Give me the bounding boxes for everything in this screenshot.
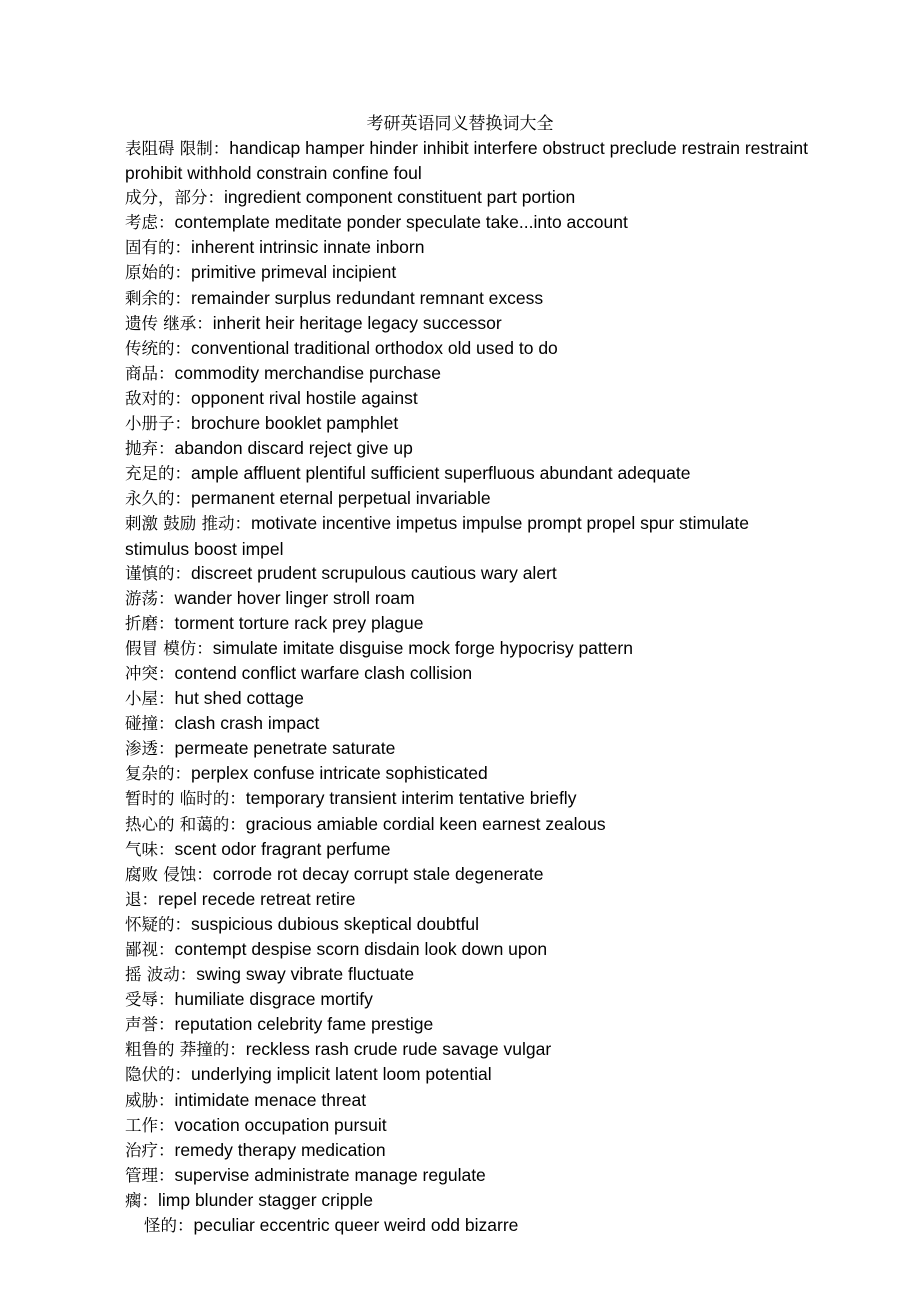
entry-words: reputation celebrity fame prestige bbox=[174, 1014, 434, 1035]
entry-label: 原始的： bbox=[125, 263, 191, 283]
list-item bbox=[125, 736, 815, 761]
entry-words: supervise administrate manage regulate bbox=[174, 1164, 486, 1185]
list-item bbox=[125, 286, 815, 311]
entry-words: corrode rot decay corrupt stale degenerate bbox=[212, 863, 544, 884]
entry-words: discreet prudent scrupulous cautious wary alert bbox=[191, 562, 557, 583]
list-item bbox=[125, 636, 815, 661]
entry-label: 考虑： bbox=[125, 213, 175, 233]
entry-words: wander hover linger stroll roam bbox=[174, 587, 415, 608]
entry-label: 小册子： bbox=[125, 414, 191, 434]
entry-words: contend conflict warfare clash collision bbox=[174, 662, 473, 683]
document-title: 考研英语同义替换词大全 bbox=[366, 114, 554, 134]
entry-label: 小屋： bbox=[125, 689, 175, 709]
entry-words: remainder surplus redundant remnant excess bbox=[191, 287, 544, 308]
entry-words: suspicious dubious skeptical doubtful bbox=[191, 913, 479, 934]
entry-label: 刺激 鼓励 推动： bbox=[125, 514, 251, 534]
list-item bbox=[125, 235, 815, 260]
entry-words: gracious amiable cordial keen earnest zealous bbox=[245, 813, 606, 834]
list-item bbox=[125, 937, 815, 962]
entry-words: reckless rash crude rude savage vulgar bbox=[245, 1039, 552, 1060]
entry-words: primitive primeval incipient bbox=[191, 262, 397, 283]
list-item bbox=[125, 336, 815, 361]
list-item bbox=[125, 812, 815, 837]
list-item bbox=[125, 1188, 815, 1213]
entry-label: 声誉： bbox=[125, 1015, 175, 1035]
synonym-list bbox=[125, 136, 815, 1238]
entry-label: 隐伏的： bbox=[125, 1065, 191, 1085]
list-item bbox=[125, 1088, 815, 1113]
entry-words: intimidate menace threat bbox=[174, 1089, 367, 1110]
entry-label: 威胁： bbox=[125, 1090, 175, 1110]
entry-label: 敌对的： bbox=[125, 388, 191, 408]
list-item bbox=[125, 1012, 815, 1037]
list-item bbox=[125, 987, 815, 1012]
entry-words: scent odor fragrant perfume bbox=[174, 838, 391, 859]
entry-words: permeate penetrate saturate bbox=[174, 738, 396, 759]
entry-label: 气味： bbox=[125, 839, 175, 859]
entry-label: 固有的： bbox=[125, 238, 191, 258]
entry-words: abandon discard reject give up bbox=[174, 438, 413, 459]
entry-words: permanent eternal perpetual invariable bbox=[191, 488, 491, 509]
entry-label: 摇 波动： bbox=[125, 965, 197, 985]
list-item bbox=[125, 1037, 815, 1062]
list-item bbox=[125, 686, 815, 711]
list-item bbox=[125, 661, 815, 686]
entry-label: 折磨： bbox=[125, 613, 175, 633]
entry-label: 退： bbox=[125, 889, 158, 909]
list-item bbox=[125, 561, 815, 586]
list-item bbox=[125, 136, 815, 185]
entry-label: 谨慎的： bbox=[125, 563, 191, 583]
list-item bbox=[125, 586, 815, 611]
entry-label: 受辱： bbox=[125, 990, 175, 1010]
entry-words: vocation occupation pursuit bbox=[174, 1114, 387, 1135]
entry-words: ingredient component constituent part portion bbox=[224, 187, 576, 208]
entry-label: 冲突： bbox=[125, 663, 175, 683]
entry-label: 治疗： bbox=[125, 1140, 175, 1160]
list-item bbox=[125, 962, 815, 987]
list-item bbox=[125, 486, 815, 511]
list-item bbox=[125, 461, 815, 486]
list-item bbox=[125, 711, 815, 736]
entry-words: underlying implicit latent loom potential bbox=[191, 1064, 492, 1085]
entry-words: limp blunder stagger cripple bbox=[158, 1189, 373, 1210]
entry-words: conventional traditional orthodox old used to do bbox=[191, 337, 558, 358]
entry-label: 游荡： bbox=[125, 588, 175, 608]
entry-words: inherit heir heritage legacy successor bbox=[212, 312, 502, 333]
entry-words: contemplate meditate ponder speculate take...into account bbox=[174, 212, 628, 233]
entry-label: 剩余的： bbox=[125, 288, 191, 308]
entry-words: clash crash impact bbox=[174, 713, 320, 734]
list-item bbox=[125, 361, 815, 386]
entry-label: 商品： bbox=[125, 363, 175, 383]
entry-words: perplex confuse intricate sophisticated bbox=[191, 763, 488, 784]
entry-label: 抛弃： bbox=[125, 439, 175, 459]
entry-words: torment torture rack prey plague bbox=[174, 612, 424, 633]
entry-label: 复杂的： bbox=[125, 764, 191, 784]
entry-words: inherent intrinsic innate inborn bbox=[191, 237, 425, 258]
list-item bbox=[125, 386, 815, 411]
entry-label: 瘸： bbox=[125, 1190, 158, 1210]
entry-words: brochure booklet pamphlet bbox=[191, 413, 399, 434]
list-item bbox=[125, 1062, 815, 1087]
entry-words: humiliate disgrace mortify bbox=[174, 989, 373, 1010]
entry-words: ample affluent plentiful sufficient superfluous abundant adequate bbox=[191, 463, 691, 484]
entry-words: temporary transient interim tentative briefly bbox=[245, 788, 577, 809]
list-item bbox=[125, 837, 815, 862]
entry-label: 永久的： bbox=[125, 489, 191, 509]
entry-words: remedy therapy medication bbox=[174, 1139, 386, 1160]
entry-label: 充足的： bbox=[125, 464, 191, 484]
entry-words: opponent rival hostile against bbox=[191, 387, 418, 408]
entry-words: motivate incentive impetus impulse prompt propel spur stimulate stimulus boost impel bbox=[125, 513, 749, 559]
entry-label: 成分，部分： bbox=[125, 188, 224, 208]
list-item bbox=[125, 185, 815, 210]
entry-label: 遗传 继承： bbox=[125, 313, 213, 333]
list-item bbox=[125, 511, 815, 560]
list-item bbox=[125, 786, 815, 811]
entry-label: 粗鲁的 莽撞的： bbox=[125, 1040, 246, 1060]
list-item bbox=[125, 260, 815, 285]
list-item bbox=[125, 1113, 815, 1138]
list-item bbox=[125, 761, 815, 786]
list-item bbox=[125, 1163, 815, 1188]
list-item bbox=[125, 411, 815, 436]
entry-label: 传统的： bbox=[125, 338, 191, 358]
entry-words: commodity merchandise purchase bbox=[174, 362, 442, 383]
list-item bbox=[125, 912, 815, 937]
list-item bbox=[125, 1138, 815, 1163]
entry-label: 渗透： bbox=[125, 739, 175, 759]
entry-label: 管理： bbox=[125, 1165, 175, 1185]
entry-label: 碰撞： bbox=[125, 714, 175, 734]
entry-label: 怪的： bbox=[144, 1216, 194, 1236]
entry-label: 热心的 和蔼的： bbox=[125, 814, 246, 834]
entry-label: 假冒 模仿： bbox=[125, 638, 213, 658]
list-item bbox=[125, 1213, 815, 1238]
entry-words: swing sway vibrate fluctuate bbox=[196, 964, 415, 985]
entry-label: 工作： bbox=[125, 1115, 175, 1135]
list-item bbox=[125, 862, 815, 887]
list-item bbox=[125, 436, 815, 461]
list-item bbox=[125, 210, 815, 235]
entry-words: handicap hamper hinder inhibit interfere obstruct preclude restrain restraint prohibit withhold constrain confine foul bbox=[125, 138, 809, 184]
entry-label: 怀疑的： bbox=[125, 914, 191, 934]
entry-label: 腐败 侵蚀： bbox=[125, 864, 213, 884]
list-item bbox=[125, 611, 815, 636]
entry-words: peculiar eccentric queer weird odd bizarre bbox=[193, 1215, 519, 1236]
entry-label: 暂时的 临时的： bbox=[125, 789, 246, 809]
entry-label: 鄙视： bbox=[125, 940, 175, 959]
entry-words: repel recede retreat retire bbox=[158, 888, 356, 909]
entry-words: hut shed cottage bbox=[174, 688, 304, 709]
entry-words: contempt despise scorn disdain look down upon bbox=[174, 939, 548, 959]
entry-label: 表阻碍 限制： bbox=[125, 139, 230, 158]
entry-words: simulate imitate disguise mock forge hypocrisy pattern bbox=[212, 637, 633, 658]
list-item bbox=[125, 311, 815, 336]
list-item bbox=[125, 887, 815, 912]
